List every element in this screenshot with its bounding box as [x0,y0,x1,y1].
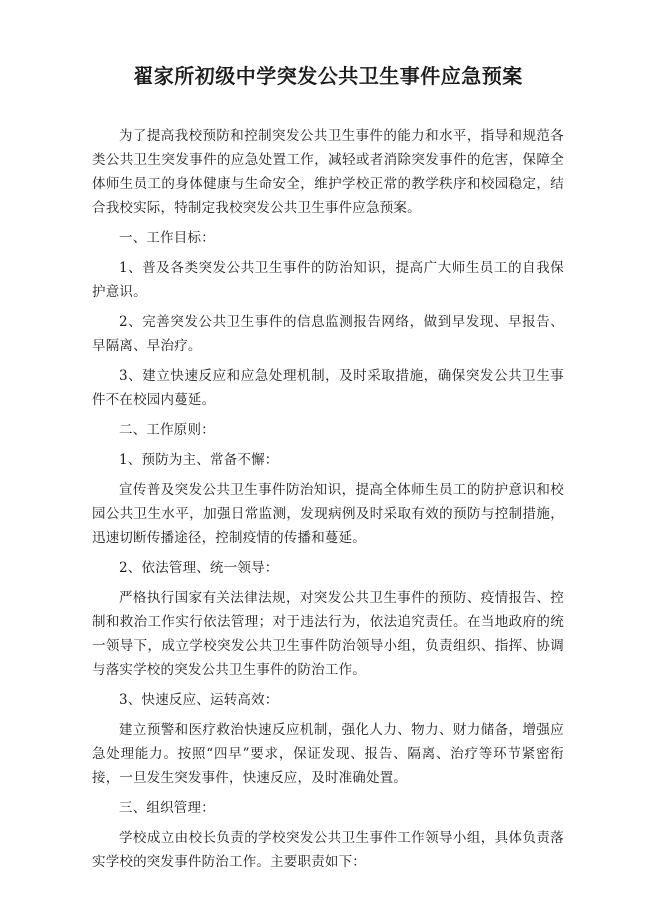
paragraph-intro: 为了提高我校预防和控制突发公共卫生事件的能力和水平，指导和规范各类公共卫生突发事件的应急处置工作，减轻或者消除突发事件的危害，保障全体师生员工的身体健康与生命安全，维护学校正常的教学秩序和校园稳定，结合我校实际，特制定我校突发公共卫生事件应急预案。 [92,128,564,216]
principle-heading-1: 1、预防为主、常备不懈： [119,452,279,468]
document-title: 翟家所初级中学突发公共卫生事件应急预案 [133,64,523,88]
paragraph-goal-1: 1、普及各类突发公共卫生事件的防治知识，提高广大师生员工的自我保护意识。 [92,260,564,300]
section-heading-principles: 二、工作原则： [119,422,215,438]
principle-body-1: 宣传普及突发公共卫生事件防治知识，提高全体师生员工的防护意识和校园公共卫生水平，加强日常监测，发现病例及时采取有效的预防与控制措施，迅速切断传播途径，控制疫情的传播和蔓延。 [92,482,564,546]
section-heading-management: 三、组织管理： [119,800,215,816]
paragraph-management: 学校成立由校长负责的学校突发公共卫生事件工作领导小组，具体负责落实学校的突发事件防治工作。主要职责如下： [92,830,564,870]
paragraph-goal-2: 2、完善突发公共卫生事件的信息监测报告网络，做到早发现、早报告、早隔离、早治疗。 [92,314,564,354]
principle-body-2: 严格执行国家有关法律法规，对突发公共卫生事件的预防、疫情报告、控制和救治工作实行依法管理；对于违法行为，依法追究责任。在当地政府的统一领导下，成立学校突发公共卫生事件防治领导小组，负责组织、指挥、协调与落实学校的突发公共卫生事件的防治工作。 [92,590,564,678]
section-heading-goals: 一、工作目标： [119,230,215,246]
document-body [92,124,564,874]
paragraph-goal-3: 3、建立快速反应和应急处理机制，及时采取措施，确保突发公共卫生事件不在校园内蔓延。 [92,368,564,408]
principle-heading-2: 2、依法管理、统一领导： [119,560,279,576]
principle-body-3: 建立预警和医疗救治快速反应机制，强化人力、物力、财力储备，增强应急处理能力。按照“四早”要求，保证发现、报告、隔离、治疗等环节紧密衔接，一旦发生突发事件，快速反应，及时准确处置。 [92,722,564,786]
principle-heading-3: 3、快速反应、运转高效： [119,692,279,708]
